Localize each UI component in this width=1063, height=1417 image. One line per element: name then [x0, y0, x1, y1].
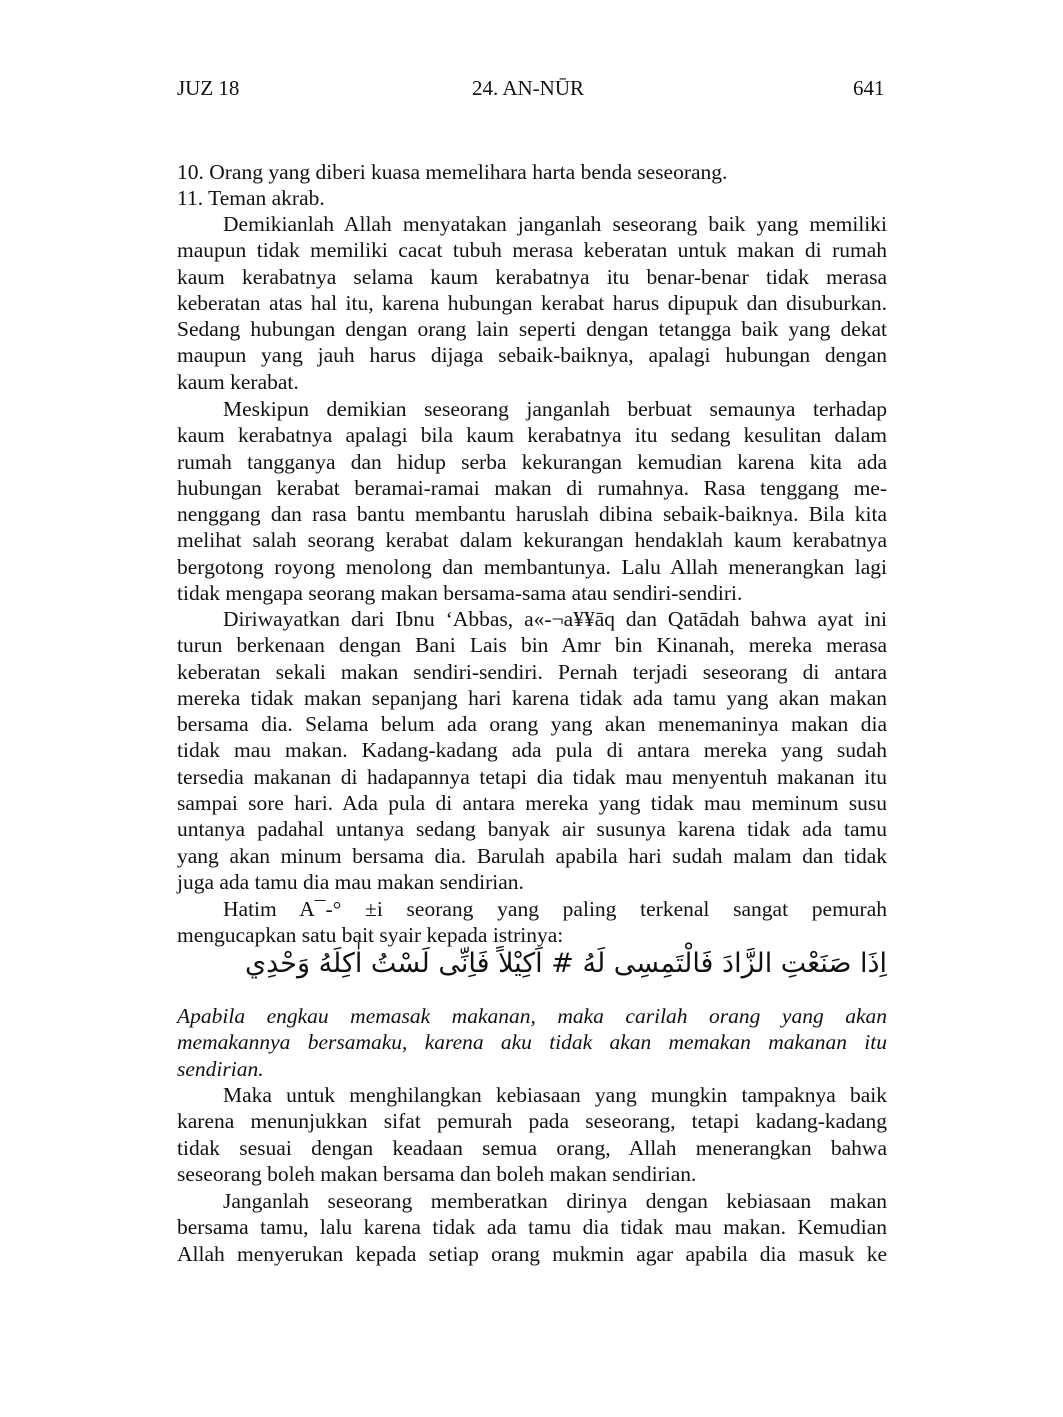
paragraph-line: hubungan kerabat beramai-ramai makan di rumahnya. Rasa tenggang me-: [177, 475, 887, 500]
translation-line: memakannya bersamaku, karena aku tidak akan memakan makanan itu: [177, 1030, 887, 1055]
paragraph-line: tidak sesuai dengan keadaan semua orang, Allah menerangkan bahwa: [177, 1135, 887, 1160]
paragraph-line: bersama tamu, lalu karena tidak ada tamu dia tidak mau makan. Kemudian: [177, 1215, 887, 1240]
paragraph-line: mengucapkan satu bait syair kepada istrinya:: [177, 923, 564, 948]
paragraph: [177, 211, 887, 395]
paragraph-line: keberatan sekali makan sendiri-sendiri. Pernah terjadi seseorang di antara: [177, 659, 887, 684]
paragraph-line: kaum kerabat.: [177, 369, 299, 394]
paragraph-line: Diriwayatkan dari Ibnu ‘Abbas, a«-¬a¥¥āq dan Qatādah bahwa ayat ini: [223, 607, 887, 631]
paragraph-line: kaum kerabatnya selama kaum kerabatnya itu benar-benar tidak merasa: [177, 264, 887, 289]
paragraph-line: maupun tidak memiliki cacat tubuh merasa keberatan untuk makan di rumah: [177, 238, 887, 263]
paragraph-line: kaum kerabatnya apalagi bila kaum kerabatnya itu sedang kesulitan dalam: [177, 423, 887, 448]
paragraph-line: keberatan atas hal itu, karena hubungan kerabat harus dipupuk dan disuburkan.: [177, 290, 887, 315]
paragraph-line: sampai sore hari. Ada pula di antara mereka yang tidak mau meminum susu: [177, 791, 887, 816]
paragraph-line: tidak mau makan. Kadang-kadang ada pula di antara mereka yang sudah: [177, 738, 887, 763]
paragraph-line: nenggang dan rasa bantu membantu haruslah dibina sebaik-baiknya. Bila kita: [177, 502, 887, 527]
paragraph: [177, 396, 887, 606]
paragraph-line: karena menunjukkan sifat pemurah pada seseorang, tetapi kadang-kadang: [177, 1109, 887, 1134]
paragraph-line: seseorang boleh makan bersama dan boleh makan sendirian.: [177, 1161, 697, 1186]
paragraph-line: Sedang hubungan dengan orang lain seperti dengan tetangga baik yang dekat: [177, 317, 887, 342]
paragraph-line: melihat salah seorang kerabat dalam kekurangan hendaklah kaum kerabatnya: [177, 528, 887, 553]
paragraph-line: juga ada tamu dia mau makan sendirian.: [177, 869, 524, 894]
paragraph-line: rumah tangganya dan hidup serba kekurangan kemudian karena kita ada: [177, 449, 887, 474]
paragraph-line: tidak mengapa seorang makan bersama-sama atau sendiri-sendiri.: [177, 581, 743, 606]
paragraph-line: tersedia makanan di hadapannya tetapi dia tidak mau menyentuh makanan itu: [177, 764, 887, 789]
paragraph-line: bersama dia. Selama belum ada orang yang akan menemaninya makan dia: [177, 712, 887, 737]
paragraph-line: mereka tidak makan sepanjang hari karena tidak ada tamu yang akan makan: [177, 685, 887, 710]
paragraph-line: Demikianlah Allah menyatakan janganlah seseorang baik yang memiliki: [223, 212, 887, 236]
paragraph: [177, 1082, 887, 1187]
paragraph-line: bergotong royong menolong dan membantunya. Lalu Allah menerangkan lagi: [177, 554, 887, 579]
paragraph-line: yang akan minum bersama dia. Barulah apabila hari sudah malam dan tidak: [177, 843, 887, 868]
list: [177, 159, 887, 212]
paragraph-line: Janganlah seseorang memberatkan dirinya dengan kebiasaan makan: [223, 1189, 887, 1213]
list-item: 11. Teman akrab.: [177, 186, 325, 211]
paragraph-line: Allah menyerukan kepada setiap orang mukmin agar apabila dia masuk ke: [177, 1241, 887, 1266]
juz-label: JUZ 18: [177, 76, 240, 100]
paragraph-line: maupun yang jauh harus dijaga sebaik-baiknya, apalagi hubungan dengan: [177, 343, 887, 368]
page-number: 641: [853, 76, 885, 100]
list-item: 10. Orang yang diberi kuasa memelihara harta benda seseorang.: [177, 160, 728, 184]
paragraph: [177, 1188, 887, 1267]
paragraph-line: Hatim A¯-° ±i seorang yang paling terkenal sangat pemurah: [223, 897, 887, 921]
paragraph-line: untanya padahal untanya sedang banyak air susunya karena tidak ada tamu: [177, 817, 887, 842]
translation-line: Apabila engkau memasak makanan, maka carilah orang yang akan: [177, 1004, 887, 1028]
translation: [177, 1003, 887, 1082]
surah-title: 24. AN-NŪR: [472, 76, 585, 100]
paragraph: [177, 606, 887, 895]
paragraph-line: Maka untuk menghilangkan kebiasaan yang mungkin tampaknya baik: [223, 1083, 887, 1107]
paragraph-line: Meskipun demikian seseorang janganlah berbuat semaunya terhadap: [223, 397, 887, 421]
paragraph-line: turun berkenaan dengan Bani Lais bin Amr bin Kinanah, mereka merasa: [177, 633, 887, 658]
translation-line: sendirian.: [177, 1056, 264, 1081]
arabic-verse: اِذَا صَنَعْتِ الزَّادَ فَالْتَمِسِى لَهُ # اَكِيْلاً فَاِنِّى لَسْتُ اٰكِلَهُ وَحْدِي: [244, 948, 887, 979]
paragraph: [177, 896, 887, 949]
